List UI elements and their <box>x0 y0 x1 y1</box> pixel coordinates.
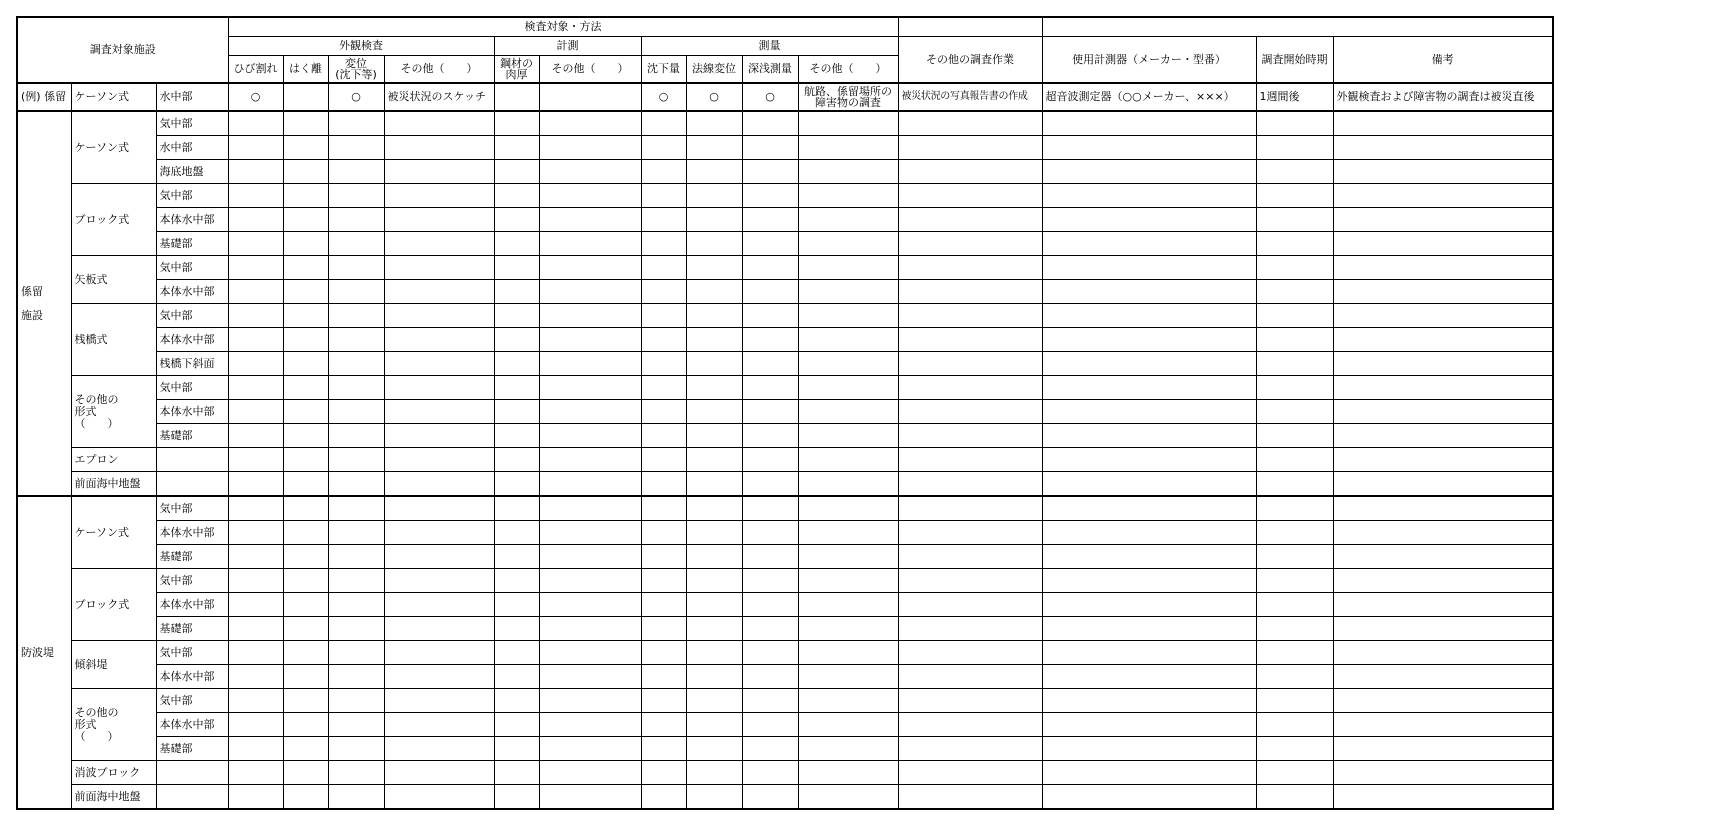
table-row <box>17 665 1553 689</box>
crack-header: ひび割れ <box>228 56 283 84</box>
table-row <box>17 352 1553 376</box>
depth-survey-header: 深浅測量 <box>742 56 798 84</box>
mooring-sheet-pile: 矢板式 <box>71 256 156 304</box>
table-row <box>17 232 1553 256</box>
table-row <box>17 785 1553 810</box>
displacement-header: 変位 (沈下等) <box>328 56 384 84</box>
table-row <box>17 160 1553 184</box>
row-part: 気中部 <box>156 376 228 400</box>
example-settlement: ○ <box>641 83 686 111</box>
mooring-apron: エプロン <box>71 448 156 472</box>
row-part: 本体水中部 <box>156 400 228 424</box>
example-depth: ○ <box>742 83 798 111</box>
row-part: 基礎部 <box>156 232 228 256</box>
mooring-category: 係留 施設 <box>17 111 71 496</box>
table-row <box>17 617 1553 641</box>
table-row <box>17 448 1553 472</box>
table-row <box>17 761 1553 785</box>
header-row-2 <box>17 37 1553 56</box>
row-part: 桟橋下斜面 <box>156 352 228 376</box>
example-part: 水中部 <box>156 83 228 111</box>
remarks-header: 備考 <box>1333 37 1553 84</box>
breakwater-slope: 傾斜堤 <box>71 641 156 689</box>
header-blank <box>898 17 1042 37</box>
peel-header: はく離 <box>283 56 328 84</box>
table-row <box>17 208 1553 232</box>
row-part: 本体水中部 <box>156 521 228 545</box>
table-row <box>17 593 1553 617</box>
row-part: 気中部 <box>156 496 228 521</box>
inspection-sheet <box>16 16 1554 810</box>
row-part: 基礎部 <box>156 737 228 761</box>
example-instrument: 超音波測定器（○○メーカー、×××） <box>1042 83 1256 111</box>
example-other-work: 被災状況の写真報告書の作成 <box>898 83 1042 111</box>
steel-thickness-header: 鋼材の 肉厚 <box>494 56 539 84</box>
row-part: 基礎部 <box>156 617 228 641</box>
other-visual-header: その他（ ） <box>384 56 494 84</box>
row-part: 本体水中部 <box>156 208 228 232</box>
row-part: 気中部 <box>156 184 228 208</box>
table-row <box>17 472 1553 497</box>
table-row <box>17 304 1553 328</box>
mooring-front-seabed: 前面海中地盤 <box>71 472 156 497</box>
table-row <box>17 424 1553 448</box>
row-part: 本体水中部 <box>156 593 228 617</box>
breakwater-category: 防波堤 <box>17 496 71 809</box>
other-measure-header: その他（ ） <box>539 56 641 84</box>
table-row <box>17 569 1553 593</box>
example-start: 1週間後 <box>1256 83 1333 111</box>
example-row <box>17 83 1553 111</box>
example-displacement: ○ <box>328 83 384 111</box>
breakwater-caisson: ケーソン式 <box>71 496 156 569</box>
breakwater-front-seabed: 前面海中地盤 <box>71 785 156 810</box>
row-part: 本体水中部 <box>156 665 228 689</box>
table-row <box>17 496 1553 521</box>
example-category: (例) 係留 <box>17 83 71 111</box>
row-part: 気中部 <box>156 304 228 328</box>
breakwater-wave-block: 消波ブロック <box>71 761 156 785</box>
row-part: 基礎部 <box>156 424 228 448</box>
table-row <box>17 400 1553 424</box>
row-part: 水中部 <box>156 136 228 160</box>
table-row <box>17 111 1553 136</box>
instrument-header: 使用計測器（メーカー・型番） <box>1042 37 1256 84</box>
breakwater-block: ブロック式 <box>71 569 156 641</box>
table-row <box>17 280 1553 304</box>
measure-header: 計測 <box>494 37 641 56</box>
row-part: 気中部 <box>156 689 228 713</box>
row-part: 気中部 <box>156 256 228 280</box>
other-survey-header: その他（ ） <box>798 56 898 84</box>
row-part: 気中部 <box>156 569 228 593</box>
mooring-block: ブロック式 <box>71 184 156 256</box>
row-part: 本体水中部 <box>156 713 228 737</box>
row-part: 基礎部 <box>156 545 228 569</box>
table-row <box>17 256 1553 280</box>
table-row <box>17 713 1553 737</box>
table-row <box>17 545 1553 569</box>
inspection-table <box>16 16 1554 810</box>
mooring-caisson: ケーソン式 <box>71 111 156 184</box>
mooring-other-type: その他の 形式 （ ） <box>71 376 156 448</box>
settlement-header: 沈下量 <box>641 56 686 84</box>
example-remarks: 外観検査および障害物の調査は被災直後 <box>1333 83 1553 111</box>
row-part: 気中部 <box>156 641 228 665</box>
other-work-header: その他の調査作業 <box>898 37 1042 84</box>
breakwater-other-type: その他の 形式 （ ） <box>71 689 156 761</box>
example-normal: ○ <box>686 83 742 111</box>
visual-header: 外観検査 <box>228 37 494 56</box>
table-row <box>17 184 1553 208</box>
table-row <box>17 641 1553 665</box>
row-part: 本体水中部 <box>156 328 228 352</box>
survey-header: 測量 <box>641 37 898 56</box>
example-other-visual: 被災状況のスケッチ <box>384 83 494 111</box>
table-row <box>17 689 1553 713</box>
row-part: 気中部 <box>156 111 228 136</box>
example-other-survey: 航路、係留場所の 障害物の調査 <box>798 83 898 111</box>
inspection-header: 検査対象・方法 <box>228 17 898 37</box>
table-row <box>17 376 1553 400</box>
table-row <box>17 136 1553 160</box>
table-row <box>17 521 1553 545</box>
header-blank-right <box>1042 17 1553 37</box>
example-type: ケーソン式 <box>71 83 156 111</box>
facility-header: 調査対象施設 <box>17 17 228 83</box>
start-header: 調査開始時期 <box>1256 37 1333 84</box>
header-row-1 <box>17 17 1553 37</box>
table-row <box>17 328 1553 352</box>
example-crack: ○ <box>228 83 283 111</box>
row-part: 海底地盤 <box>156 160 228 184</box>
normal-displacement-header: 法線変位 <box>686 56 742 84</box>
row-part: 本体水中部 <box>156 280 228 304</box>
table-row <box>17 737 1553 761</box>
mooring-pier: 桟橋式 <box>71 304 156 376</box>
